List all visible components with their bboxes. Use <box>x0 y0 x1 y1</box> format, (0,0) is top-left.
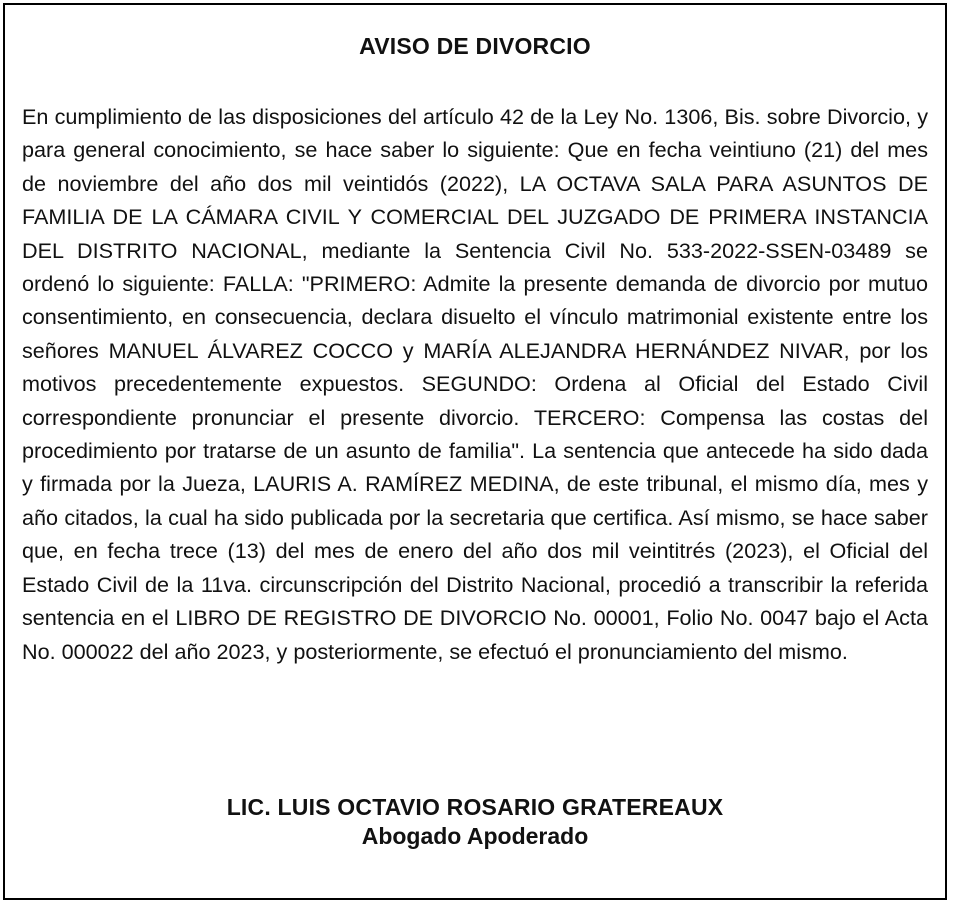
notice-frame <box>3 3 947 900</box>
signature-block <box>5 792 945 850</box>
signature-name: LIC. LUIS OCTAVIO ROSARIO GRATEREAUX <box>226 794 724 820</box>
notice-title: AVISO DE DIVORCIO <box>359 33 591 59</box>
notice-body-paragraph: En cumplimiento de las disposiciones del artículo 42 de la Ley No. 1306, Bis. sobre Divorcio, y para general conocimiento, se hace saber lo siguiente: Que en fecha veintiuno (21) del mes de noviembre del año dos mil veintidós (2022), LA OCTAVA SALA PARA ASUNTOS DE FAMILIA DE LA CÁMARA CIVIL Y COMERCIAL DEL JUZGADO DE PRIMERA INSTANCIA DEL DISTRITO NACIONAL, mediante la Sentencia Civil No. 533-2022-SSEN-03489 se ordenó lo siguiente: FALLA: "PRIMERO: Admite la presente demanda de divorcio por mutuo consentimiento, en consecuencia, declara disuelto el vínculo matrimonial existente entre los señores MANUEL ÁLVAREZ COCCO y MARÍA ALEJANDRA HERNÁNDEZ NIVAR, por los motivos precedentemente expuestos. SEGUNDO: Ordena al Oficial del Estado Civil correspondiente pronunciar el presente divorcio. TERCERO: Compensa las costas del procedimiento por tratarse de un asunto de familia". La sentencia que antecede ha sido dada y firmada por la Jueza, LAURIS A. RAMÍREZ MEDINA, de este tribunal, el mismo día, mes y año citados, la cual ha sido publicada por la secretaria que certifica. Así mismo, se hace saber que, en fecha trece (13) del mes de enero del año dos mil veintitrés (2023), el Oficial del Estado Civil de la 11va. circunscripción del Distrito Nacional, procedió a transcribir la referida sentencia en el LIBRO DE REGISTRO DE DIVORCIO No. 00001, Folio No. 0047 bajo el Acta No. 000022 del año 2023, y posteriormente, se efectuó el pronunciamiento del mismo. <box>22 104 928 664</box>
signature-role: Abogado Apoderado <box>361 823 589 849</box>
